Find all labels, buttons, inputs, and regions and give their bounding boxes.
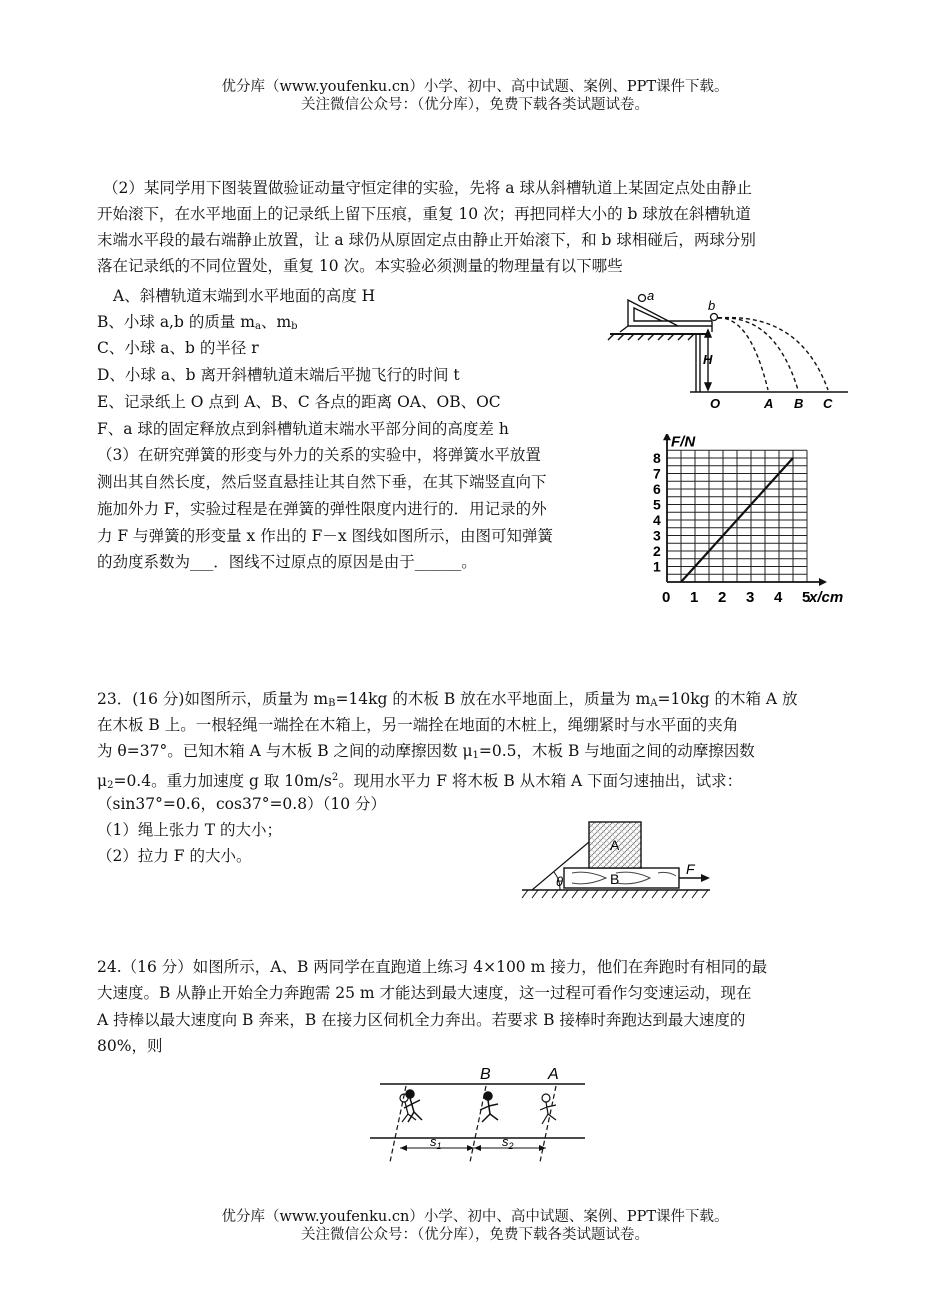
option-a: A、斜槽轨道末端到水平地面的高度 H bbox=[113, 287, 376, 305]
q22-2-line-4: 落在记录纸的不同位置处，重复 10 次。本实验必须测量的物理量有以下哪些 bbox=[97, 254, 646, 280]
s2-label: $s_2$ bbox=[502, 1134, 514, 1151]
q24-line-3: A 持棒以最大速度向 B 奔来，B 在接力区伺机全力奔出。若要求 B 接棒时奔跑达到最大速度的 bbox=[97, 1011, 746, 1029]
relay-label-b: B bbox=[480, 1066, 491, 1083]
q23-line-1: 23．(16 分)如图所示，质量为 $m_B=14kg$ 的木板 B 放在水平地面上，质量为 $m_A=10kg$ 的木箱 A 放 bbox=[97, 690, 798, 709]
q22-2-line-3: 末端水平段的最右端静止放置，让 a 球仍从原固定点由静止开始滚下，和 b 球相碰后，两球分别 bbox=[97, 231, 756, 249]
x-tick-label: 5 bbox=[802, 589, 811, 606]
y-tick-label: 3 bbox=[653, 527, 661, 544]
q22-3-line-2: 测出其自然长度，然后竖直悬挂让其自然下垂，在其下端竖直向下 bbox=[97, 473, 547, 491]
box-a-label: A bbox=[610, 837, 620, 853]
y-tick-label: 4 bbox=[653, 512, 661, 528]
theta-label: θ bbox=[556, 874, 564, 889]
y-tick-label: 5 bbox=[653, 496, 661, 513]
q23-sub-1: （1）绳上张力 T 的大小； bbox=[97, 821, 283, 839]
board-b bbox=[564, 868, 679, 888]
header-line-1: 优分库（www.youfenku.cn）小学、初中、高中试题、案例、PPT课件下载。 bbox=[221, 79, 729, 95]
y-tick-label: 1 bbox=[653, 558, 661, 575]
x-axis-label: x/cm bbox=[809, 589, 844, 606]
option-c: C、小球 a、b 的半径 r bbox=[97, 339, 259, 357]
answer-blank bbox=[623, 257, 646, 275]
board-b-label: B bbox=[610, 871, 620, 887]
footer-line-2: 关注微信公众号：（优分库），免费下载各类试题试卷。 bbox=[301, 1227, 649, 1243]
relay-label-a: A bbox=[548, 1066, 559, 1083]
s1-label: $s_1$ bbox=[430, 1134, 442, 1151]
y-tick-label: 6 bbox=[653, 481, 661, 497]
q23-line-4: $\mu_2=0.4$。重力加速度 g 取 $10m/s^2$。现用水平力 F 将木板 B 从木箱 A 下面匀速抽出，试求： bbox=[97, 772, 743, 792]
y-tick-label: 2 bbox=[653, 543, 661, 559]
label-C: C bbox=[823, 396, 833, 411]
x-tick-label: 1 bbox=[690, 589, 699, 606]
option-f: F、a 球的固定释放点到斜槽轨道末端水平部分间的高度差 h bbox=[97, 420, 509, 438]
f-x-chart bbox=[645, 434, 865, 614]
q23-line-2: 在木板 B 上。一根轻绳一端拴在木箱上，另一端拴在地面的木桩上，绳绷紧时与水平面的夹角 bbox=[97, 716, 739, 734]
force-f-label: F bbox=[686, 861, 695, 877]
ball-a-icon bbox=[639, 295, 646, 302]
q24-line-4: 80%，则 bbox=[97, 1037, 163, 1055]
y-axis-arrow-icon bbox=[663, 434, 671, 440]
label-a: a bbox=[647, 288, 655, 303]
label-b: b bbox=[708, 298, 716, 313]
label-H: H bbox=[703, 352, 713, 367]
ball-b-icon bbox=[711, 314, 718, 321]
momentum-apparatus-figure bbox=[600, 288, 860, 413]
x-tick-label: 2 bbox=[718, 589, 727, 606]
x-axis-arrow-icon bbox=[819, 578, 827, 586]
x-tick-label: 3 bbox=[746, 589, 755, 606]
q24-line-1: 24.（16 分）如图所示，A、B 两同学在直跑道上练习 4×100 m 接力，他们在奔跑时有相同的最 bbox=[97, 958, 768, 976]
q22-3-line-4: 力 F 与弹簧的形变量 x 作出的 F－x 图线如图所示，由图可知弹簧 bbox=[97, 527, 554, 545]
y-tick-label: 7 bbox=[653, 465, 661, 482]
header-line-2: 关注微信公众号：（优分库），免费下载各类试题试卷。 bbox=[301, 97, 649, 113]
q22-3-line-5: 的劲度系数为___．图线不过原点的原因是由于______。 bbox=[97, 553, 477, 571]
q22-3-line-1: （3）在研究弹簧的形变与外力的关系的实验中，将弹簧水平放置 bbox=[97, 446, 541, 464]
x-tick-label: 4 bbox=[774, 589, 783, 606]
footer-line-1: 优分库（www.youfenku.cn）小学、初中、高中试题、案例、PPT课件下载。 bbox=[221, 1209, 729, 1225]
option-e: E、记录纸上 O 点到 A、B、C 各点的距离 OA、OB、OC bbox=[97, 393, 501, 411]
runner-b-icon bbox=[480, 1092, 498, 1122]
x-tick-label: 0 bbox=[662, 589, 671, 606]
q23-sub-2: （2）拉力 F 的大小。 bbox=[97, 847, 252, 865]
label-A: A bbox=[764, 396, 774, 411]
relay-track-figure bbox=[370, 1062, 595, 1170]
q22-2-line-1: （2）某同学用下图装置做验证动量守恒定律的实验，先将 a 球从斜槽轨道上某固定点处由静止 bbox=[103, 179, 752, 197]
q23-line-3: 为 θ=37°。已知木箱 A 与木板 B 之间的动摩擦因数 $\mu_1=0.5$，木板 B 与地面之间的动摩擦因数 bbox=[97, 742, 755, 761]
q22-3-line-3: 施加外力 F，实验过程是在弹簧的弹性限度内进行的．用记录的外 bbox=[97, 500, 547, 518]
option-d: D、小球 a、b 离开斜槽轨道末端后平抛飞行的时间 t bbox=[97, 366, 460, 384]
box-board-figure bbox=[518, 818, 713, 902]
q24-line-2: 大速度。B 从静止开始全力奔跑需 25 m 才能达到最大速度，这一过程可看作匀变速运动，现在 bbox=[97, 984, 752, 1002]
y-tick-label: 8 bbox=[653, 450, 661, 466]
option-b: B、小球 a,b 的质量 $m_a$、$m_b$ bbox=[97, 313, 298, 332]
label-B: B bbox=[794, 396, 804, 411]
label-O: O bbox=[710, 396, 721, 411]
q23-line-5: （sin37°=0.6，cos37°=0.8）（10 分） bbox=[97, 795, 386, 813]
q22-2-line-2: 开始滚下，在水平地面上的记录纸上留下压痕，重复 10 次；再把同样大小的 b 球放在斜槽轨道 bbox=[97, 205, 751, 223]
y-axis-label: F/N bbox=[671, 434, 696, 451]
